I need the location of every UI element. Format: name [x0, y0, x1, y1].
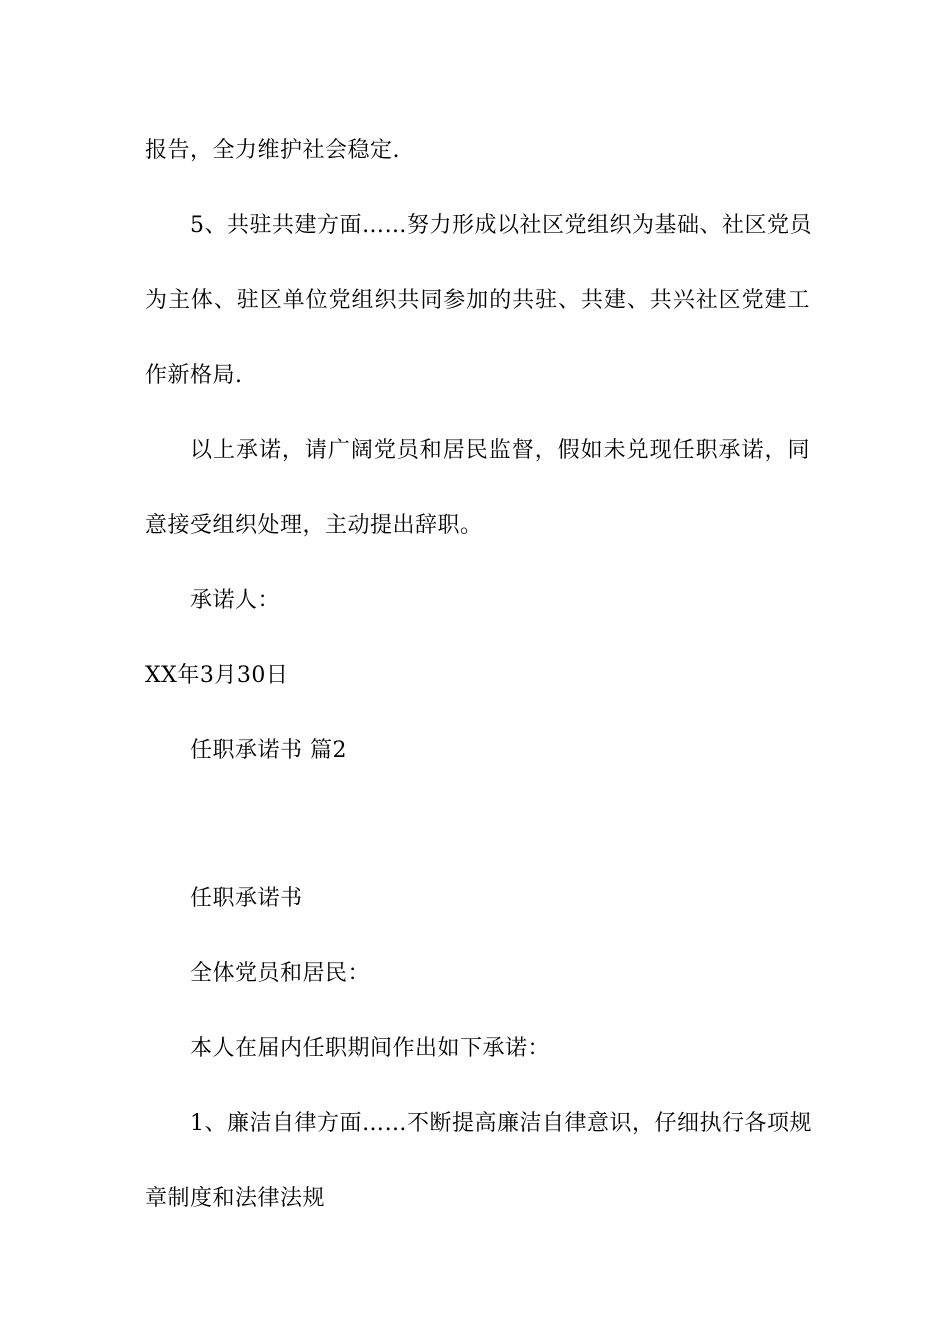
paragraph-line: 为主体、驻区单位党组织共同参加的共驻、共建、共兴社区党建工 [145, 288, 810, 313]
paragraph-line: 本人在届内任职期间作出如下承诺： [190, 1036, 551, 1061]
paragraph-line: 1、廉洁自律方面……不断提高廉洁自律意识，仔细执行各项规 [190, 1111, 812, 1136]
salutation: 全体党员和居民： [190, 961, 371, 986]
paragraph-line: 报告，全力维护社会稳定. [145, 138, 400, 163]
paragraph-line: 以上承诺，请广阔党员和居民监督，假如未兑现任职承诺，同 [190, 438, 810, 463]
paragraph-line: 作新格局. [145, 363, 243, 388]
date-line: XX年3月30日 [145, 663, 289, 688]
signatory-label: 承诺人： [190, 588, 281, 613]
section-heading: 任职承诺书 篇2 [190, 738, 347, 763]
paragraph-line: 意接受组织处理，主动提出辞职。 [145, 513, 483, 538]
paragraph-line: 5、共驻共建方面……努力形成以社区党组织为基础、社区党员 [190, 213, 812, 238]
paragraph-line: 章制度和法律法规 [145, 1186, 326, 1211]
document-title: 任职承诺书 [190, 886, 303, 911]
